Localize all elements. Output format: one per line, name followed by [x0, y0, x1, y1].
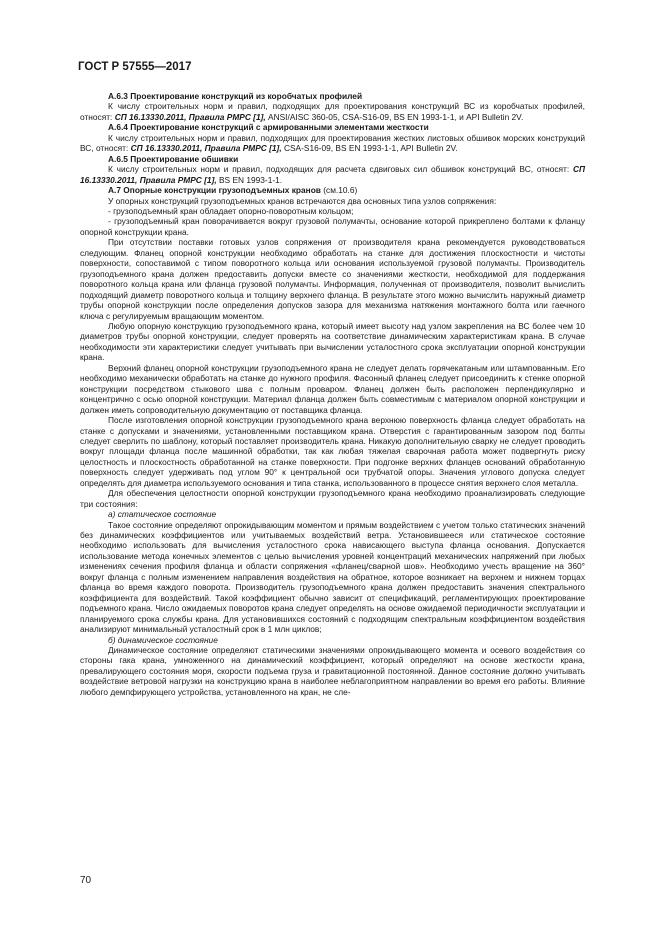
- citation: СП 16.13330.2011, Правила РМРС [1],: [130, 143, 282, 154]
- paragraph: Верхний фланец опорной конструкции грузоподъемного крана не следует делать горячекатаным или штампованным. Его необходимо механически обработать на станке до нужного профиля. Фасонный фланец следует присоединить к стенке опорной конструкции посредством стыкового шва с полным проваром. Фланец должен быть расположен перпендикулярно и концентрично с осью опорной конструкции. Материал фланца должен быть совместимым с материалом опорной конструкции и должен иметь сопроводительную документацию от поставщика фланца.: [80, 362, 585, 415]
- paragraph: Для обеспечения целостности опорной конструкции грузоподъемного крана необходимо проанализировать следующие три состояния:: [80, 488, 585, 509]
- text: К числу строительных норм и правил, подходящих для расчета сдвиговых сил обшивок конструкций ВС, относят:: [108, 164, 573, 175]
- cross-reference: (см.10.6): [320, 185, 358, 196]
- paragraph-a64: [80, 133, 585, 154]
- text: CSA-S16-09, BS EN 1993-1-1, API Bulletin 2V.: [281, 143, 458, 154]
- paragraph: Такое состояние определяют опрокидывающим моментом и прямым воздействием с учетом только статических значений без динамических коэффициентов или учитываемых воздействий ветра. Установившееся или статическое состояние необходимо использовать для вычисления усталостного срока нависающего выступа фланца основания. Допускается использование метода конечных элементов с целью вычисления уровней концентраций механических напряжений при любых изменениях сечения профиля фланца и области сопряжения «фланец/сварной шов». Необходимо учесть вращение на 360° вокруг фланца с полным изменением направления воздействия на обратное, которое возникает на верхнем и нижнем торцах фланца во время каждого поворота. Производитель грузоподъемного крана должен предоставить значения спектрального коэффициента для воздействий. Такой коэффициент обычно зависит от спецификаций, регламентирующих проектирование подъемного крана. Число ожидаемых поворотов крана следует определять на основе ожидаемой периодичности эксплуатации и планируемого срока службы крана. Для установившихся состояний с подходящим спектральным коэффициентом воздействия анализируют минимальный усталостный срок в 1 млн циклов;: [80, 519, 585, 635]
- text: BS EN 1993-1-1.: [216, 174, 283, 185]
- section-heading-a65: А.6.5 Проектирование обшивки: [108, 153, 239, 164]
- section-heading-a7: [80, 185, 585, 195]
- text: ANSI/AISC 360-05, CSA-S16-09, BS EN 1993-1-1, и API Bulletin 2V.: [265, 111, 524, 122]
- section-heading-a63: А.6.3 Проектирование конструкций из коробчатых профилей: [108, 91, 363, 101]
- paragraph-a65: [80, 164, 585, 185]
- list-item: - грузоподъемный кран обладает опорно-поворотным кольцом;: [108, 205, 354, 216]
- text: К числу строительных норм и правил, подходящих для проектирования конструкций ВС из коробчатых профилей, относят:: [80, 101, 585, 122]
- page-number: 70: [80, 875, 92, 886]
- citation: СП 16.13330.2011, Правила РМРС [1],: [80, 164, 585, 185]
- citation: СП 16.13330.2011, Правила РМРС [1],: [114, 111, 266, 122]
- paragraph-a63: [80, 101, 585, 122]
- list-item-b: б) динамическое состояние: [108, 634, 218, 645]
- paragraph: После изготовления опорной конструкции грузоподъемного крана верхнюю поверхность фланца следует обработать на станке с допусками и значениями, установленными поставщиком крана. Отверстия с гарантированным зазором под болты следует сверлить по шаблону, который поставляет производитель крана. Никакую дополнительную сварку не следует проводить вокруг площади фланца после машинной обработки, так как любая тяжелая сварочная работа может подвергнуть риску целостность и плоскостность обработанной на станке поверхности. При подгонке верхних фланцев оснований обработанную поверхность следует удерживать под углом 90° к центральной оси трубчатой опоры. Значения углового допуска следует определять для диаметра используемого основания и типа станка, использованного в процессе снятия верхнего слоя металла.: [80, 415, 585, 488]
- list-item-a: а) статическое состояние: [108, 509, 217, 520]
- paragraph: У опорных конструкций грузоподъемных кранов встречаются два основных типа узлов сопряжения:: [108, 195, 497, 206]
- section-heading-a64: А.6.4 Проектирование конструкций с армированными элементами жесткости: [108, 122, 429, 133]
- heading-text: А.7 Опорные конструкции грузоподъемных кранов: [108, 185, 321, 196]
- list-item: - грузоподъемный кран поворачивается вокруг грузовой полумачты, основание которой прикреплено болтами к фланцу опорной конструкции крана.: [80, 216, 585, 237]
- document-body: [80, 91, 585, 697]
- text: К числу строительных норм и правил, подходящих для проектирования жестких листовых обшивок морских конструкций ВС, относят:: [80, 132, 585, 154]
- paragraph: Динамическое состояние определяют статическими значениями опрокидывающего момента и осевого воздействия со стороны гака крана, умноженного на динамический коэффициент, который определяют на основе жесткости крана, превалирующего состояния моря, скорости подъема груза и гравитационной постоянной. Данное состояние должно учитывать воздействие ветровой нагрузки на конструкцию крана в наиболее неблагоприятном направлении во время его работы. Влияние любого демпфирующего устройства, установленного на кран, не сле-: [80, 645, 585, 697]
- document-header: ГОСТ Р 57555—2017: [78, 61, 192, 73]
- paragraph: Любую опорную конструкцию грузоподъемного крана, который имеет высоту над узлом закрепления на ВС более чем 10 диаметров трубы опорной конструкции, следует проверять на соответствие динамическим характеристикам крана. В случае необходимости эти характеристики следует учитывать при вычислении усталостного срока эксплуатации опорной конструкции крана.: [80, 320, 585, 363]
- paragraph: При отсутствии поставки готовых узлов сопряжения от производителя крана рекомендуется руководствоваться следующим. Фланец опорной конструкции необходимо обработать на станке для достижения плоскостности и чистоты поверхности, сопоставимой с типом поворотного кольца или основания используемой грузовой полумачты. Производитель грузоподъемного крана должен предоставить допуски вместе со значениями жесткости, необходимой для поддержания поворотного кольца крана или фланца грузовой полумачты. Информация, полученная от производителя, позволит вычислить подходящий диаметр поворотного кольца и толщину верхнего фланца. В результате этого можно вычислить наружный диаметр трубы опорной конструкции после определения допусков зазора для механизма натяжения монтажного болта или гаечного ключа с регулируемым вращающим моментом.: [80, 237, 585, 321]
